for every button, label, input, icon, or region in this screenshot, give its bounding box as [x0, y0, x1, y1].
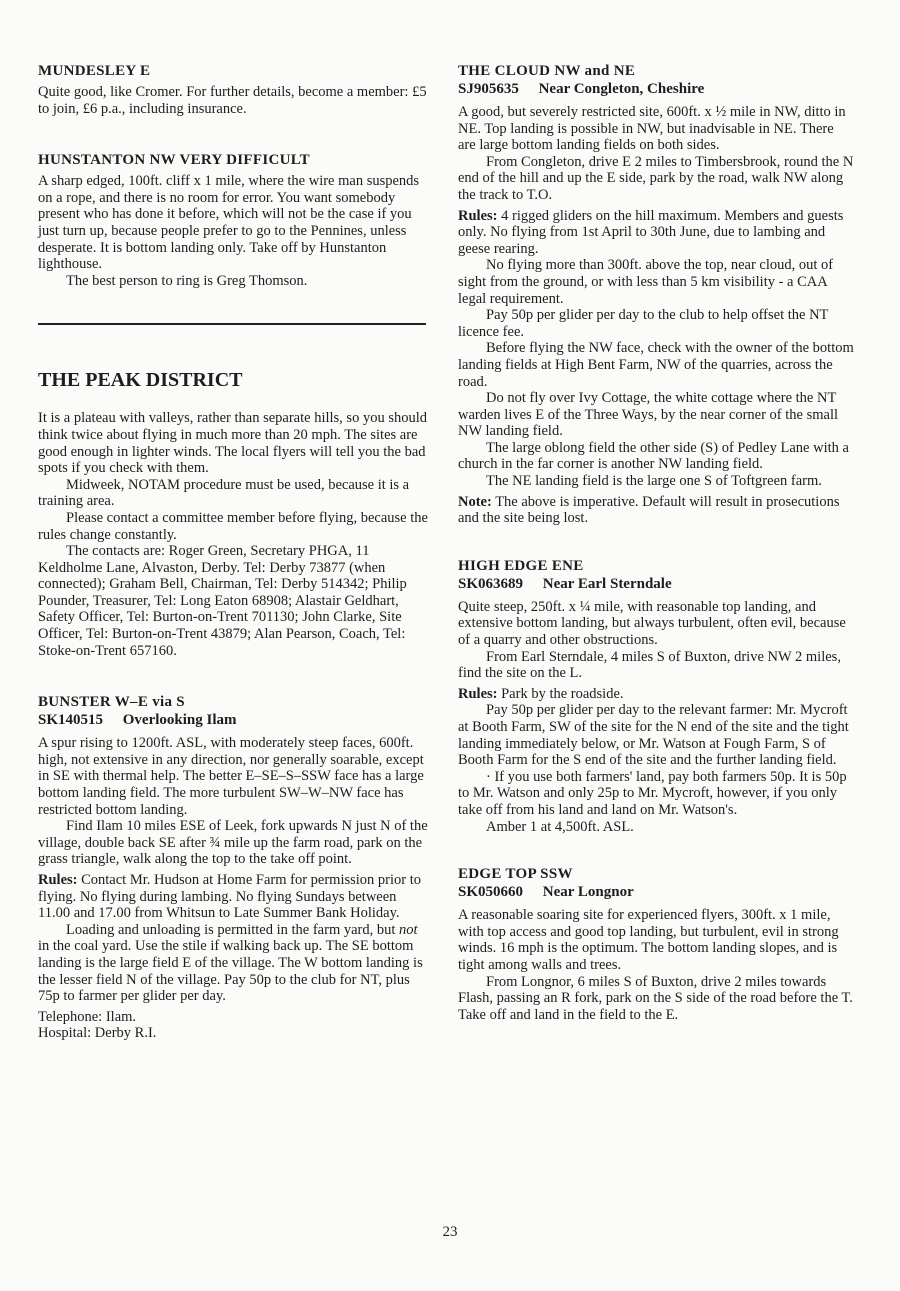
grid-ref: SJ905635: [458, 81, 519, 97]
paragraph: Amber 1 at 4,500ft. ASL.: [486, 818, 634, 835]
paragraph: The contacts are: Roger Green, Secretary PHGA, 11 Keldholme Lane, Alvaston, Derby. Tel: Derby 73877 (when connected); Graham Bell, Chairman, Tel: Derby 514342; Philip Pounder, Treasurer, Tel: Long Eaton 68908; Alastair Geldhart, Safety Officer, Tel: Burton-on-Trent 701130; John Clarke, Site Officer, Tel: Burton-on-Trent 43879; Alan Pearson, Coach, Tel: Stoke-on-Trent 657160.: [38, 543, 407, 659]
rules-paragraph: [458, 686, 854, 703]
section-title: MUNDESLEY E: [38, 63, 151, 79]
rules-paragraph: [458, 208, 854, 258]
region-heading: THE PEAK DISTRICT: [38, 369, 243, 392]
page-number: 23: [442, 1224, 458, 1240]
paragraph: · If you use both farmers' land, pay both farmers 50p. It is 50p to Mr. Watson and only 25p to Mr. Mycroft, however, if you only take off from his land and land on Mr. Watson's.: [458, 768, 847, 818]
telephone: Telephone: Ilam.: [38, 1008, 137, 1025]
rules-label: Rules:: [38, 872, 78, 888]
section-high-edge: [458, 557, 854, 835]
paragraph: Before flying the NW face, check with the owner of the bottom landing fields at High Bent Farm, NW of the quarries, across the road.: [458, 340, 854, 390]
section-title: HUNSTANTON NW VERY DIFFICULT: [38, 152, 310, 169]
right-column: [458, 62, 854, 1049]
rules-label: Rules:: [458, 685, 498, 702]
paragraph: A good, but severely restricted site, 600ft. x ½ mile in NW, ditto in NE. Top landing is possible in NW, but inadvisable in NE. There are large bottom landing fields on both sides.: [458, 104, 846, 154]
italic-text: not: [399, 921, 418, 938]
paragraph: Pay 50p per glider per day to the club to help offset the NT licence fee.: [458, 307, 829, 340]
paragraph: [38, 922, 430, 1005]
grid-ref: SK063689: [458, 575, 524, 592]
paragraph: Quite steep, 250ft. x ¼ mile, with reasonable top landing, and extensive bottom landing, but always turbulent, often evil, because of a quarry and other obstructions.: [458, 598, 846, 649]
hospital: Hospital: Derby R.I.: [38, 1025, 157, 1042]
paragraph: Do not fly over Ivy Cottage, the white cottage where the NT warden lives E of the Three Ways, by the near corner of the small NW landing field.: [458, 390, 838, 440]
paragraph: A spur rising to 1200ft. ASL, with moderately steep faces, 600ft. high, not extensive in any direction, nor generally soarable, except in SE with thermal help. The better E–SE–S–SSW face has a large bottom landing field. The more turbulent SW–W–NW face has restricted bottom landing.: [38, 735, 424, 818]
paragraph: From Earl Sterndale, 4 miles S of Buxton, drive NW 2 miles, find the site on the L.: [458, 648, 841, 682]
grid-reference: [458, 80, 854, 98]
section-mundesley: [38, 62, 430, 117]
rules-text: Contact Mr. Hudson at Home Farm for permission prior to flying. No flying during lambing. No flying Sundays between 11.00 and 17.00 from Whitsun to Late Summer Bank Holiday.: [38, 872, 422, 922]
grid-ref: SK140515: [38, 712, 104, 729]
section-the-cloud: [458, 62, 854, 527]
note-text: The above is imperative. Default will result in prosecutions and the site being lost.: [458, 493, 840, 527]
section-title: EDGE TOP SSW: [458, 866, 573, 883]
paragraph: Quite good, like Cromer. For further details, become a member: £5 to join, £6 p.a., including insurance.: [38, 84, 427, 117]
paragraph: The best person to ring is Greg Thomson.: [66, 272, 308, 289]
grid-ref: SK050660: [458, 884, 524, 901]
section-edge-top: [458, 865, 854, 1023]
grid-reference: [458, 575, 854, 593]
paragraph: Pay 50p per glider per day to the relevant farmer: Mr. Mycroft at Booth Farm, SW of the site for the N end of the site and the tight landing immediately below, or Mr. Watson at Fough Farm, S of Booth Farm for the S end of the site and the further landing field.: [458, 702, 849, 769]
section-bunster: [38, 693, 430, 1042]
grid-reference: [458, 883, 854, 901]
paragraph: It is a plateau with valleys, rather than separate hills, so you should think twice about flying in much more than 20 mph. The sites are good enough in lighter winds. The local flyers will tell you the bad spots if you check with them.: [38, 410, 427, 477]
section-title: HIGH EDGE ENE: [458, 557, 584, 574]
paragraph: Midweek, NOTAM procedure must be used, because it is a training area.: [38, 476, 410, 510]
text-run: in the coal yard. Use the stile if walking back up. The SE bottom landing is the large field E of the village. The W bottom landing is the lesser field N of the village. Pay 50p to the club for NT, plus 75p to farmer per glider per day.: [38, 938, 423, 1005]
paragraph: A reasonable soaring site for experienced flyers, 300ft. x 1 mile, with top access and good top landing, but turbulent, evil in strong winds. 16 mph is the optimum. The bottom landing slopes, and is tight among walls and trees.: [458, 907, 839, 973]
paragraph: From Longnor, 6 miles S of Buxton, drive 2 miles towards Flash, passing an R fork, park on the S side of the road before the T. Take off and land in the field to the E.: [458, 973, 853, 1023]
rules-text: 4 rigged gliders on the hill maximum. Members and guests only. No flying from 1st April to 30th June, due to lambing and geese rearing.: [458, 207, 844, 257]
paragraph: The large oblong field the other side (S) of Pedley Lane with a church in the far corner is another NW landing field.: [458, 439, 849, 473]
note-paragraph: [458, 494, 854, 527]
location: Near Longnor: [542, 884, 634, 901]
grid-reference: [38, 711, 430, 729]
location: Overlooking Ilam: [122, 712, 237, 729]
paragraph: Find Ilam 10 miles ESE of Leek, fork upwards N just N of the village, double back SE after ¾ mile up the farm road, park on the grass triangle, walk along the top to the take off point.: [38, 818, 428, 868]
paragraph: From Congleton, drive E 2 miles to Timbersbrook, round the N end of the hill and up the E side, park by the road, walk NW along the track to T.O.: [458, 153, 854, 203]
rules-paragraph: [38, 872, 430, 922]
paragraph: A sharp edged, 100ft. cliff x 1 mile, where the wire man suspends on a rope, and there is no room for error. You want somebody present who has done it before, which will not be the case if you just turn up, because people prefer to go to the Pennines, unless desperate. It is bottom landing only. Take off by Hunstanton lighthouse.: [38, 173, 420, 273]
section-title: THE CLOUD NW and NE: [458, 63, 636, 79]
paragraph: Please contact a committee member before flying, because the rules change constantly.: [38, 509, 428, 543]
rules-text: Park by the roadside.: [497, 685, 624, 702]
location: Near Earl Sterndale: [542, 575, 672, 592]
text-run: Loading and unloading is permitted in the farm yard, but: [66, 921, 400, 938]
note-label: Note:: [458, 493, 492, 510]
rules-label: Rules:: [458, 207, 498, 224]
section-divider: [38, 323, 426, 325]
section-peak-district: [38, 369, 430, 659]
location: Near Congleton, Cheshire: [538, 81, 705, 97]
paragraph: No flying more than 300ft. above the top, near cloud, out of sight from the ground, or with less than 5 km visibility - a CAA legal requirement.: [458, 257, 834, 307]
section-hunstanton: [38, 151, 430, 289]
paragraph: The NE landing field is the large one S of Toftgreen farm.: [486, 473, 822, 490]
section-title: BUNSTER W–E via S: [38, 694, 185, 711]
left-column: [38, 62, 430, 1068]
